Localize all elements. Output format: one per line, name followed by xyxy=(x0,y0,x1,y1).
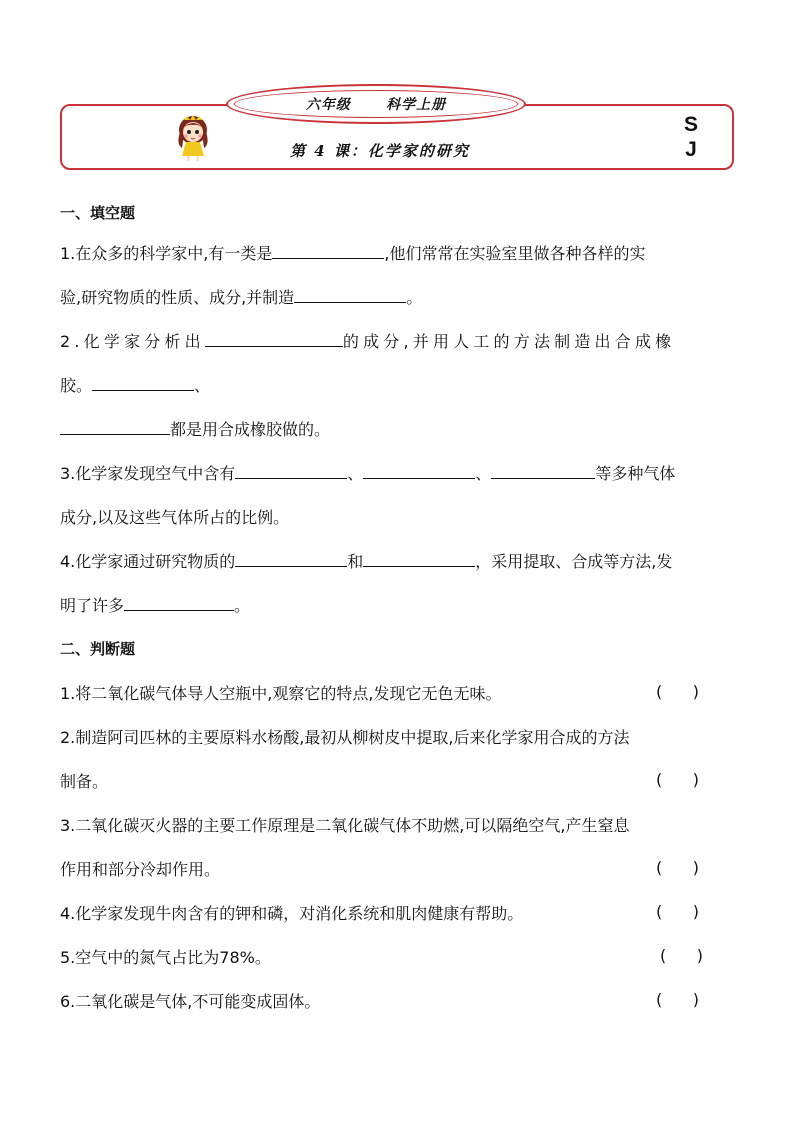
j1-line: 1.将二氧化碳气体导人空瓶中,观察它的特点,发现它无色无味。 xyxy=(60,684,502,703)
answer-blank xyxy=(60,418,170,435)
j4-line: 4.化学家发现牛肉含有的钾和磷，对消化系统和肌肉健康有帮助。 xyxy=(60,904,524,923)
q2-line1: 2.化学家分析出 的成分,并用人工的方法制造出合成橡 xyxy=(60,332,676,351)
answer-blank xyxy=(124,594,234,611)
q1-line2: 验,研究物质的性质、成分,并制造 。 xyxy=(60,288,423,307)
q1-line1: 1.在众多的科学家中,有一类是 ,他们常常在实验室里做各种各样的实 xyxy=(60,244,646,263)
j2-line1: 2.制造阿司匹林的主要原料水杨酸,最初从柳树皮中提取,后来化学家用合成的方法 xyxy=(60,728,630,747)
answer-paren: ( ) xyxy=(656,902,699,921)
j5-line: 5.空气中的氮气占比为78%。 xyxy=(60,948,271,967)
answer-blank xyxy=(294,286,406,303)
grade-subject: 六年级 科学上册 xyxy=(305,97,447,113)
q3-line1: 3.化学家发现空气中含有 、 、 等多种气体 xyxy=(60,464,676,483)
answer-blank xyxy=(235,550,347,567)
answer-blank xyxy=(272,242,384,259)
answer-blank xyxy=(491,462,595,479)
answer-paren: ( ) xyxy=(656,858,699,877)
answer-blank xyxy=(92,374,194,391)
j2-line2: 制备。 xyxy=(60,772,109,791)
judge-section-title: 二、判断题 xyxy=(60,640,136,658)
q2-line2: 胶。 、 xyxy=(60,376,211,395)
q4-line2: 明了许多 。 xyxy=(60,596,251,615)
answer-paren: ( ) xyxy=(656,990,699,1009)
j3-line2: 作用和部分冷却作用。 xyxy=(60,860,221,879)
answer-paren: ( ) xyxy=(660,946,703,965)
answer-blank xyxy=(205,330,343,347)
cartoon-girl-icon xyxy=(170,112,216,162)
answer-blank xyxy=(363,462,475,479)
j6-line: 6.二氧化碳是气体,不可能变成固体。 xyxy=(60,992,321,1011)
publisher-letter-j: J xyxy=(685,138,697,161)
q4-line1: 4.化学家通过研究物质的 和 ，采用提取、合成等方法,发 xyxy=(60,552,673,571)
publisher-mark xyxy=(684,112,698,162)
q2-line3: 都是用合成橡胶做的。 xyxy=(60,418,330,442)
answer-blank xyxy=(235,462,347,479)
publisher-letter-s: S xyxy=(684,113,699,136)
fill-section-title: 一、填空题 xyxy=(60,204,136,222)
q3-line2: 成分,以及这些气体所占的比例。 xyxy=(60,508,290,527)
header-oval xyxy=(226,84,526,124)
answer-paren: ( ) xyxy=(656,770,699,789)
j3-line1: 3.二氧化碳灭火器的主要工作原理是二氧化碳气体不助燃,可以隔绝空气,产生窒息 xyxy=(60,816,630,835)
lesson-title: 第 4 课：化学家的研究 xyxy=(290,142,470,160)
answer-blank xyxy=(363,550,475,567)
answer-paren: ( ) xyxy=(656,682,699,701)
